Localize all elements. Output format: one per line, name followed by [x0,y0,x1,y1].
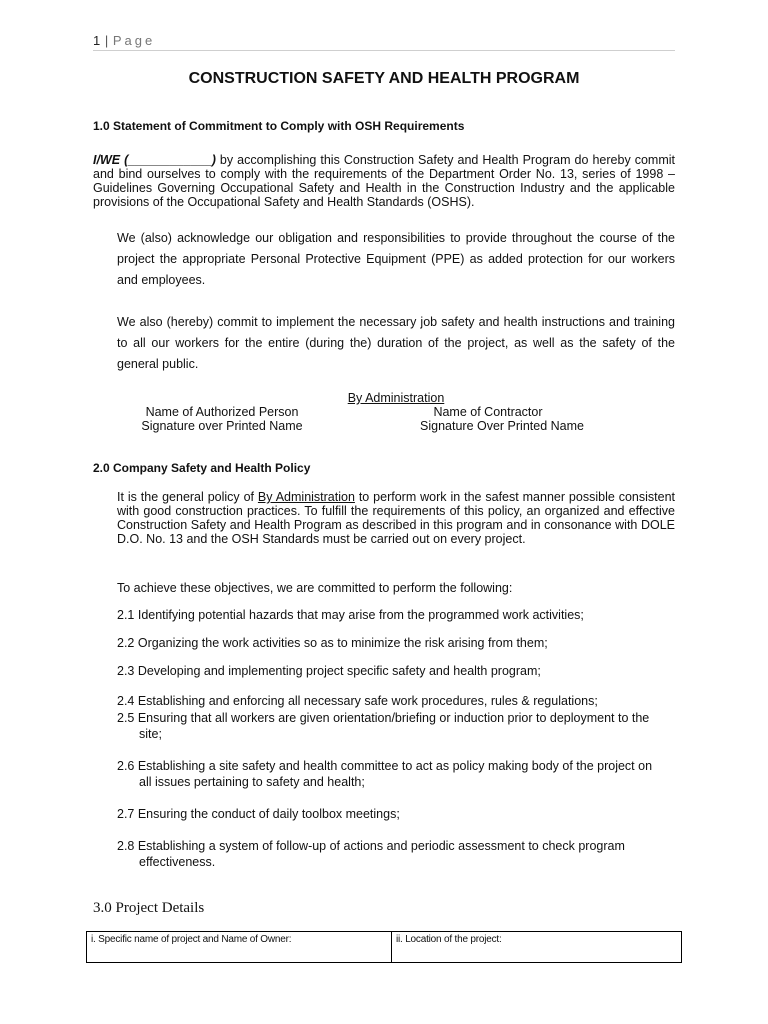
objectives-intro: To achieve these objectives, we are committed to perform the following: [117,581,513,595]
policy-text-b: to perform work in the safest manner possible consistent with good construction practices. To fulfill the requirements of this policy, an organized and effective Construction Safety and Health Program as described in this program and in consonance with DOLE D.O. No. 13 and the OSH Standards must be carried out on every project. [117,490,675,546]
page-separator: | [104,33,109,48]
contractor-signature: Signature Over Printed Name [420,419,584,433]
project-details-table [86,931,682,963]
document-title: CONSTRUCTION SAFETY AND HEALTH PROGRAM [188,70,580,87]
project-location-cell[interactable]: ii. Location of the project: [392,932,682,963]
section1-heading: 1.0 Statement of Commitment to Comply with OSH Requirements [93,119,465,133]
list-item-text: 2.8 Establishing a system of follow-up of actions and periodic assessment to check program [117,839,625,853]
list-item-continuation: all issues pertaining to safety and health; [139,775,365,789]
authorized-person-name: Name of Authorized Person [145,405,299,419]
list-item [117,635,675,651]
section1-intro-text: by accomplishing this Construction Safety and Health Program do hereby commit and bind ourselves to comply with the requirements of the Department Order No. 13, series of 1998 – Guidelines Governing Occupational Safety and Health in the Construction Industry and the applicable provisions of the Occupational Safety and Health Standards (OSHS). [93,153,675,209]
page-word: Page [112,33,156,48]
project-name-owner-cell[interactable]: i. Specific name of project and Name of Owner: [87,932,392,963]
section1-para2: We (also) acknowledge our obligation and responsibilities to provide throughout the course of the project the appropriate Personal Protective Equipment (PPE) as added protection for our workers and employees. [117,231,675,287]
section3-heading: 3.0 Project Details [93,900,205,916]
authorized-person-signature: Signature over Printed Name [141,419,303,433]
section1-intro [93,153,675,209]
page-header [93,33,155,48]
list-item [117,607,675,623]
policy-paragraph [117,490,675,546]
list-item [117,693,675,709]
iwe-blank: I/WE (____________) [93,153,216,167]
list-item-continuation: site; [139,727,162,741]
by-administration-label: By Administration [347,391,445,405]
list-item [117,758,675,790]
table-row [87,932,682,963]
list-item-text: 2.5 Ensuring that all workers are given orientation/briefing or induction prior to deployment to the [117,711,650,725]
header-divider [93,50,675,51]
list-item-text: 2.4 Establishing and enforcing all necessary safe work procedures, rules & regulations; [117,694,598,708]
list-item [117,806,675,822]
list-item-text: 2.2 Organizing the work activities so as to minimize the risk arising from them; [117,636,548,650]
page-number: 1 [93,33,101,48]
policy-text-a: It is the general policy of [117,490,258,504]
list-item-text: 2.1 Identifying potential hazards that may arise from the programmed work activities; [117,608,584,622]
list-item [117,838,675,870]
section2-heading: 2.0 Company Safety and Health Policy [93,461,311,475]
section1-para3: We also (hereby) commit to implement the necessary job safety and health instructions and training to all our workers for the entire (during the) duration of the project, as well as the safety of the general public. [117,315,675,371]
list-item [117,663,675,679]
policy-by-administration: By Administration [257,490,355,504]
list-item-text: 2.6 Establishing a site safety and health committee to act as policy making body of the project on [117,759,653,773]
list-item-text: 2.3 Developing and implementing project specific safety and health program; [117,664,541,678]
list-item-continuation: effectiveness. [139,855,216,869]
contractor-name: Name of Contractor [433,405,543,419]
list-item [117,710,675,742]
list-item-text: 2.7 Ensuring the conduct of daily toolbox meetings; [117,807,400,821]
